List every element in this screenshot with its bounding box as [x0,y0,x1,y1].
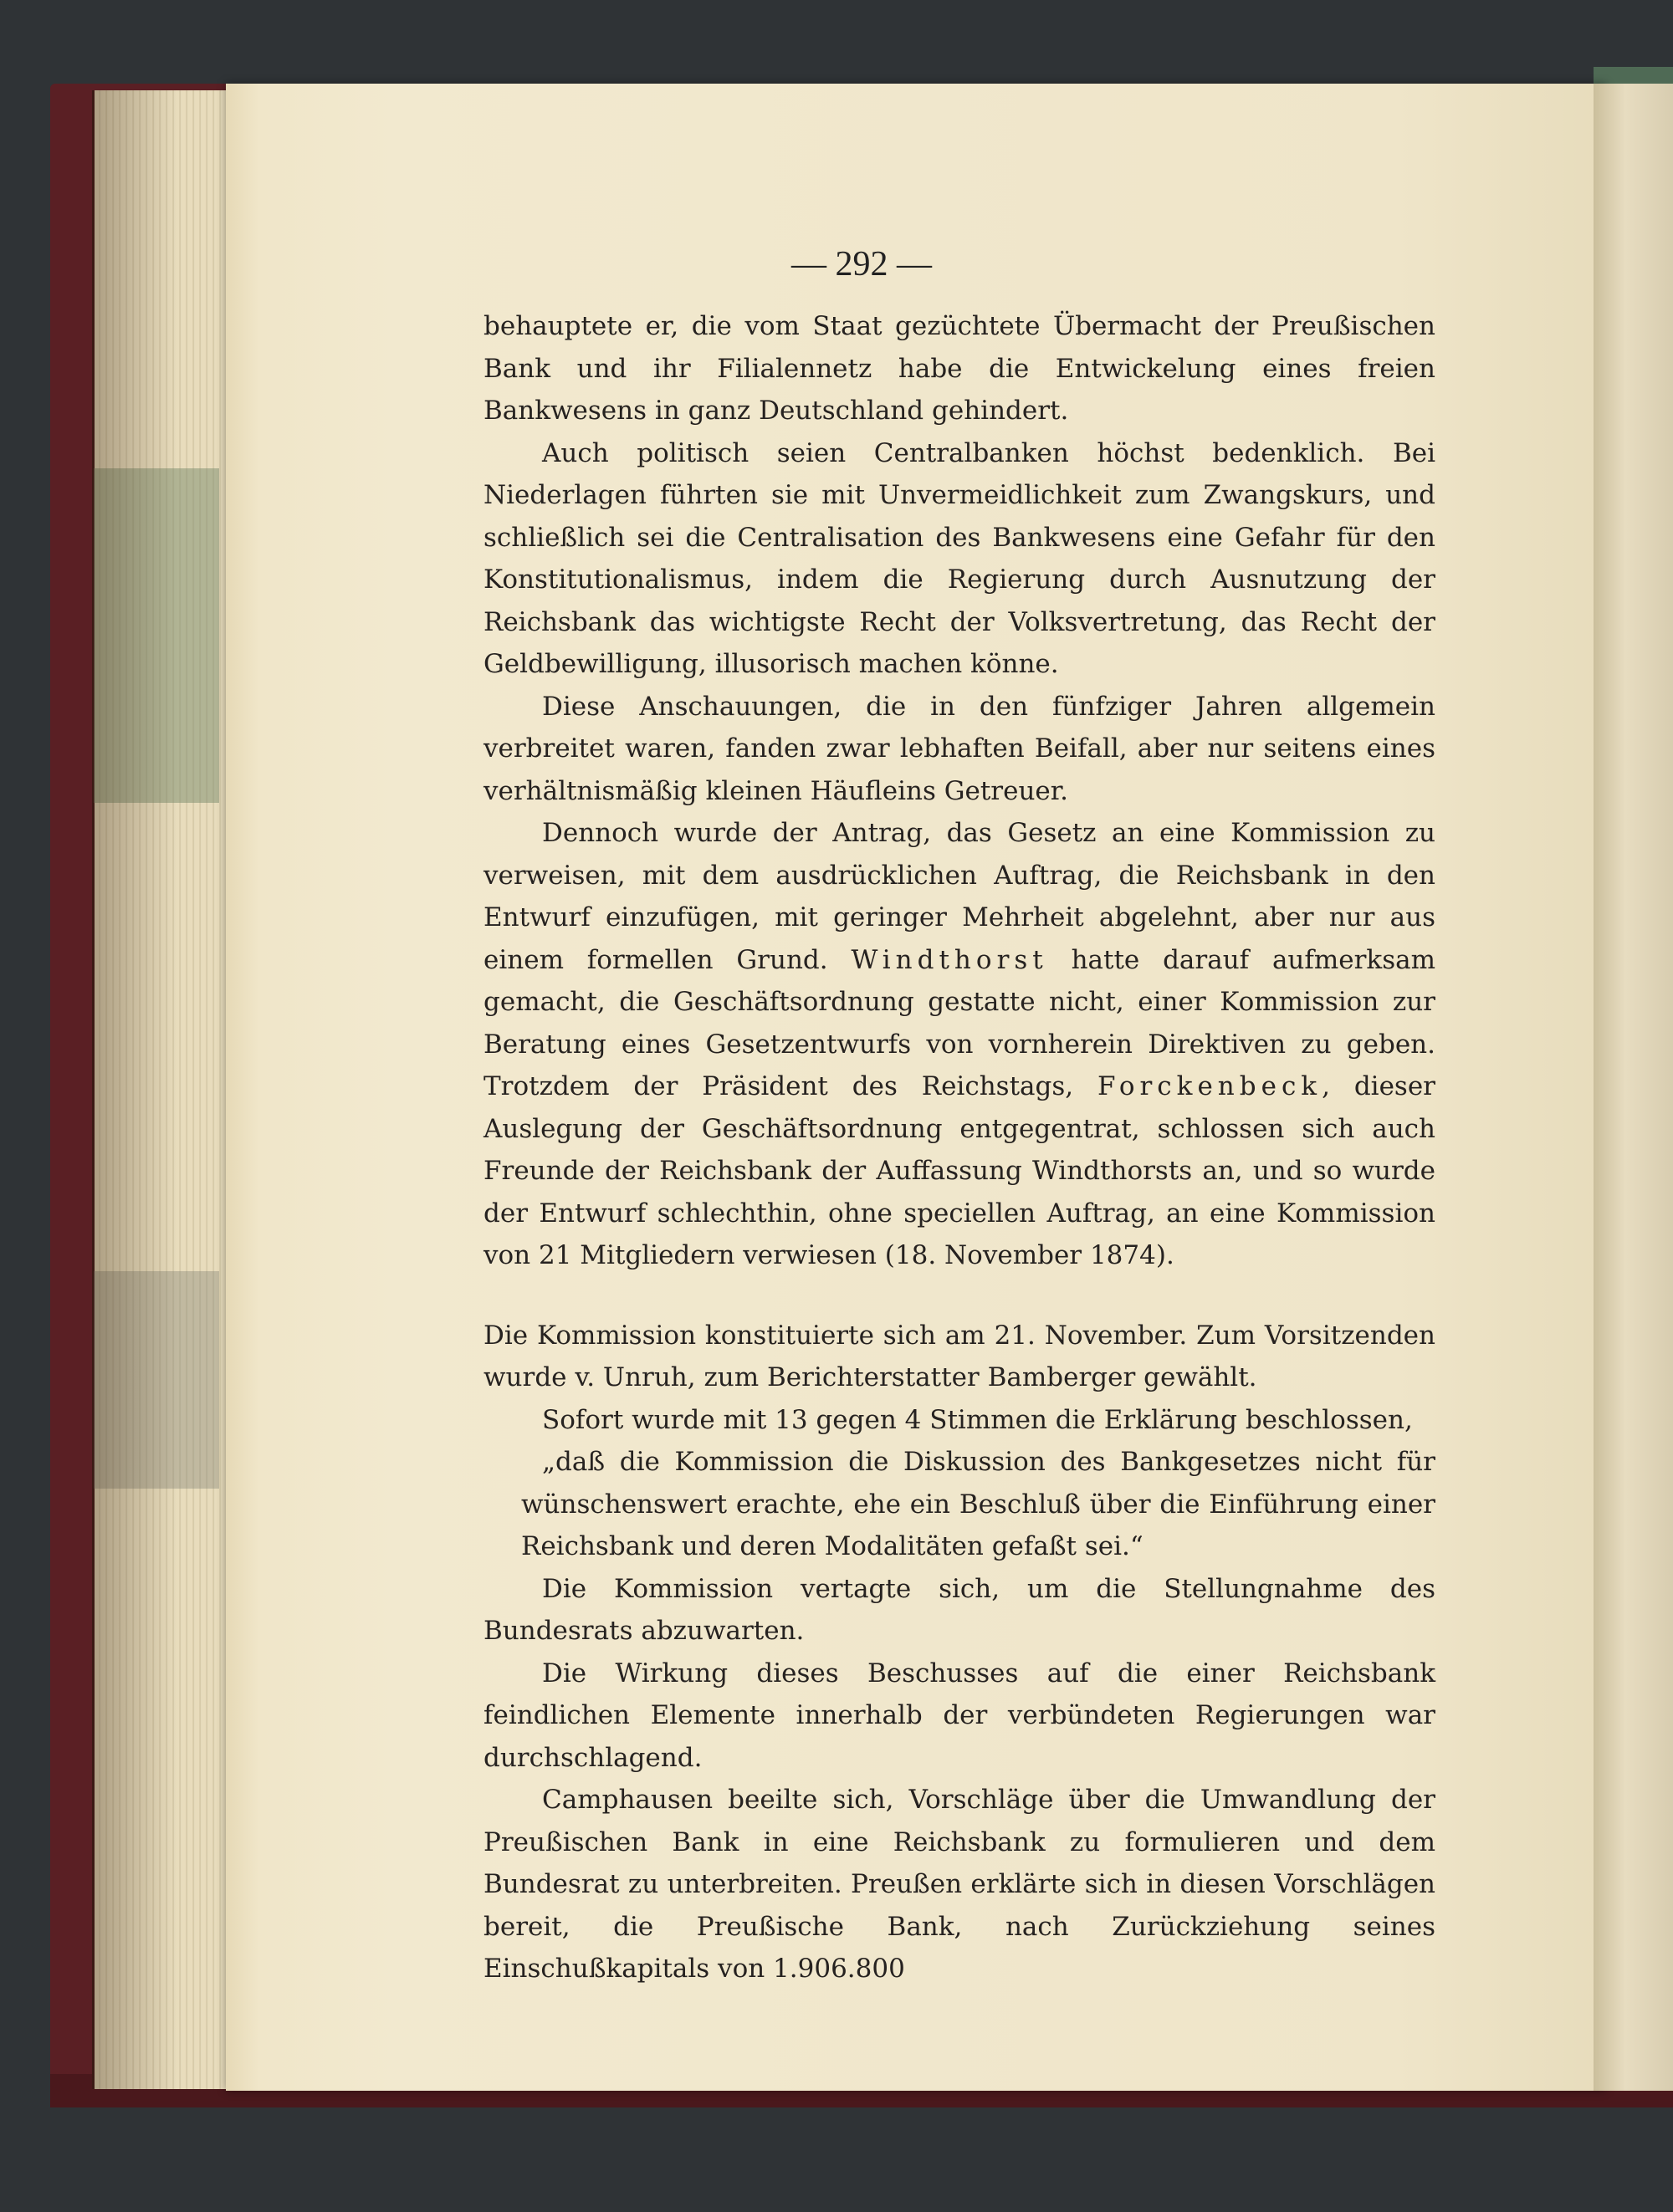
quoted-resolution: „daß die Kommission die Diskussion des Bankgesetzes nicht für wünschenswert erachte, ehe ein Beschluß über die Einführung einer Reichsbank und deren Modalitäten gefaßt sei.“ [521,1447,1435,1561]
paragraph-4-part-1: Dennoch wurde der Antrag, das Gesetz an eine Kommission zu verweisen, mit dem ausdrücklichen Auftrag, die Reichsbank in den Entwurf einzufügen, mit geringer Mehrheit abgelehnt, aber nur aus einem formellen Grund. [483,818,1435,975]
facing-page-edge [1594,84,1673,2091]
page-stack-shadow [92,90,234,2089]
paragraph-4-part-2: hatte darauf aufmerksam gemacht, die Geschäftsordnung gestatte nicht, einer Kommission zur Beratung eines Gesetzentwurfs von vornherein Direktiven zu geben. Trotzdem der Präsident des Reichstags, [483,944,1436,1101]
name-forckenbeck: Forckenbeck [1097,1071,1323,1101]
paragraph-5: Die Kommission konstituierte sich am 21. November. Zum Vorsitzenden wurde v. Unruh, zum Berichterstatter Bamberger gewählt. [483,1320,1435,1392]
paragraph-10: Camphausen beeilte sich, Vorschläge über die Umwandlung der Preußischen Bank in eine Reichsbank zu formulieren und dem Bundesrat zu unterbreiten. Preußen erklärte sich in diesen Vorschlägen bereit, die Preußische Bank, nach Zurückziehung seines Einschußkapitals von 1.906.800 [483,1785,1435,1984]
paragraph-4 [483,812,1435,1277]
paragraph-9: Die Wirkung dieses Beschusses auf die einer Reichsbank feindlichen Elemente innerhalb der verbündeten Regierungen war durchschlagend. [483,1658,1435,1773]
paragraph-4-part-3: , dieser Auslegung der Geschäftsordnung entgegentrat, schlossen sich auch Freunde der Reichsbank der Auffassung Windthorsts an, und so wurde der Entwurf schlechthin, ohne speciellen Auftrag, an eine Kommission von 21 Mitgliedern verwiesen (18. November 1874). [483,1071,1436,1270]
paragraph-1: behauptete er, die vom Staat gezüchtete Übermacht der Preußischen Bank und ihr Filialennetz habe die Entwickelung eines freien Bankwesens in ganz Deutschland gehindert. [483,311,1435,426]
paragraph-8: Die Kommission vertagte sich, um die Stellungnahme des Bundesrats abzuwarten. [483,1573,1435,1646]
page-number: — 292 — [791,245,932,284]
paragraph-6: Sofort wurde mit 13 gegen 4 Stimmen die Erklärung beschlossen, [542,1404,1413,1435]
body-text [483,305,1435,1990]
paragraph-3: Diese Anschauungen, die in den fünfziger Jahren allgemein verbreitet waren, fanden zwar lebhaften Beifall, aber nur seitens eines verhältnismäßig kleinen Häufleins Getreuer. [483,691,1435,806]
name-windthorst: Windthorst [851,944,1048,975]
paragraph-2: Auch politisch seien Centralbanken höchst bedenklich. Bei Niederlagen führten sie mit Unvermeidlichkeit zum Zwangskurs, und schließlich sei die Centralisation des Bankwesens eine Gefahr für den Konstitutionalismus, indem die Regierung durch Ausnutzung der Reichsbank das wichtigste Recht der Volksvertretung, das Recht der Geldbewilligung, illusorisch machen könne. [483,437,1435,679]
